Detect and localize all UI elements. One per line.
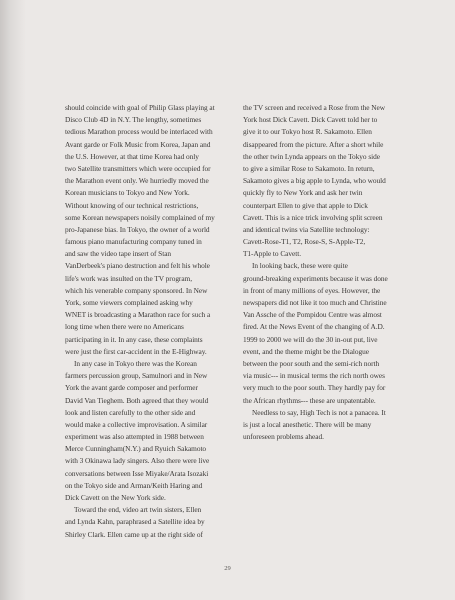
text-line: York the avant garde composer and performer	[65, 383, 198, 393]
text-line: pro-Japanese bias. In Tokyo, the owner of a world	[65, 224, 210, 234]
text-line: newspapers did not like it too much and Christine	[243, 298, 387, 307]
text-line: on the Tokyo side and Arman/Keith Haring and	[65, 480, 203, 490]
text-line: T1-Apple to Cavett.	[243, 249, 301, 259]
text-line: and saw the video tape insert of Stan	[65, 249, 172, 259]
text-line: long time when there were no Americans	[65, 322, 184, 332]
text-line: Avant garde or Folk Music from Korea, Japan and	[65, 139, 211, 149]
text-line: life's work was insulted on the TV program,	[65, 273, 192, 283]
text-line: VanDerbeek's piano destruction and felt his whole	[65, 261, 210, 271]
text-line: WNET is broadcasting a Marathon race for such a	[65, 310, 211, 320]
text-line: in front of many millions of eyes. However, the	[243, 285, 381, 295]
text-line: look and listen carefully to the other side and	[65, 407, 196, 417]
text-line: experiment was also attempted in 1988 between	[65, 432, 204, 442]
text-line: give it to our Tokyo host R. Sakamoto. Ellen	[243, 127, 372, 137]
text-line: the TV screen and received a Rose from the New	[243, 103, 386, 112]
text-line: tedious Marathon process would be interlaced with	[65, 127, 213, 137]
text-line: which his venerable company sponsored. In New	[65, 285, 208, 295]
text-line: the African rhythms--- these are unpatentable.	[243, 395, 376, 405]
text-line: David Van Tieghem. Both agreed that they would	[65, 395, 209, 405]
paragraph-start-line: In looking back, these were quite	[252, 261, 348, 271]
text-line: 1999 to 2000 we will do the 30 in-out put, live	[243, 334, 378, 344]
text-line: were just the first car-accident in the E-Highway.	[65, 346, 207, 356]
paragraph-start-line: In any case in Tokyo there was the Korean	[74, 358, 197, 368]
text-line: the Marathon event only. We hurriedly moved the	[65, 176, 209, 186]
text-line: very much to the poor south. They hardly pay for	[243, 383, 386, 393]
text-line: the other twin Lynda appears on the Tokyo side	[243, 151, 380, 161]
text-line: and Lynda Kahn, paraphrased a Satellite idea by	[65, 517, 205, 527]
text-line: fired. At the News Event of the changing of A.D.	[243, 322, 385, 332]
text-line: Sakamoto gives a big apple to Lynda, who would	[243, 176, 386, 186]
paragraph-start-line: Toward the end, video art twin sisters, Ellen	[74, 505, 202, 515]
text-line: two Satellite transmitters which were occupied for	[65, 163, 211, 173]
text-line: counterpart Ellen to give that apple to Dick	[243, 200, 368, 210]
text-line: ground-breaking experiments because it was done	[243, 273, 388, 283]
text-line: Without knowing of our technical restrictions,	[65, 200, 199, 210]
text-line: participating in it. In any case, these complaints	[65, 334, 203, 344]
text-line: conversations between Isse Miyake/Arata Isozaki	[65, 468, 209, 478]
text-line: with 3 Okinawa lady singers. Also there were live	[65, 456, 210, 466]
text-line: Merce Cunningham(N.Y.) and Ryuich Sakamoto	[65, 444, 207, 454]
text-line: is just a local anesthetic. There will be many	[243, 419, 372, 429]
left-text-column	[65, 102, 227, 541]
text-line: and identical twins via Satellite technology:	[243, 224, 370, 234]
text-line: Cavett. This is a nice trick involving split screen	[243, 212, 383, 222]
text-line: Korean musicians to Tokyo and New York.	[65, 188, 190, 198]
text-line: event, and the theme might be the Dialogue	[243, 346, 369, 356]
text-line: should coincide with goal of Philip Glass playing at	[65, 103, 215, 112]
text-line: Shirley Clark. Ellen came up at the right side of	[65, 529, 203, 539]
text-line: York host Dick Cavett. Dick Cavett told her to	[243, 115, 378, 125]
text-line: famous piano manufacturing company tuned in	[65, 237, 202, 247]
text-line: farmers percussion group, Samulnori and in New	[65, 371, 208, 381]
text-line: via music--- in musical terms the rich north owes	[243, 371, 385, 381]
text-line: between the poor south and the semi-rich north	[243, 358, 380, 368]
text-line: Cavett-Rose-T1, T2, Rose-S, S-Apple-T2,	[243, 237, 366, 247]
right-text-column	[243, 102, 393, 443]
text-line: Dick Cavett on the New York side.	[65, 493, 166, 502]
page-number: 29	[224, 565, 231, 572]
text-line: quickly fly to New York and ask her twin	[243, 188, 363, 198]
text-line: disappeared from the picture. After a short while	[243, 139, 384, 149]
page-gutter-shadow	[0, 0, 26, 600]
paragraph-start-line: Needless to say, High Tech is not a panacea. It	[252, 407, 386, 417]
text-line: would make a collective improvisation. A similar	[65, 419, 208, 429]
text-line: to give a similar Rose to Sakamoto. In return,	[243, 163, 375, 173]
text-line: the U.S. However, at that time Korea had only	[65, 151, 199, 161]
text-line: unforeseen problems ahead.	[243, 432, 324, 442]
text-line: some Korean newspapers noisily complained of my	[65, 212, 215, 222]
text-line: Disco Club 4D in N.Y. The lengthy, sometimes	[65, 115, 202, 125]
text-line: Van Assche of the Pompidou Centre was almost	[243, 310, 382, 320]
text-line: York, some viewers complained asking why	[65, 298, 193, 307]
